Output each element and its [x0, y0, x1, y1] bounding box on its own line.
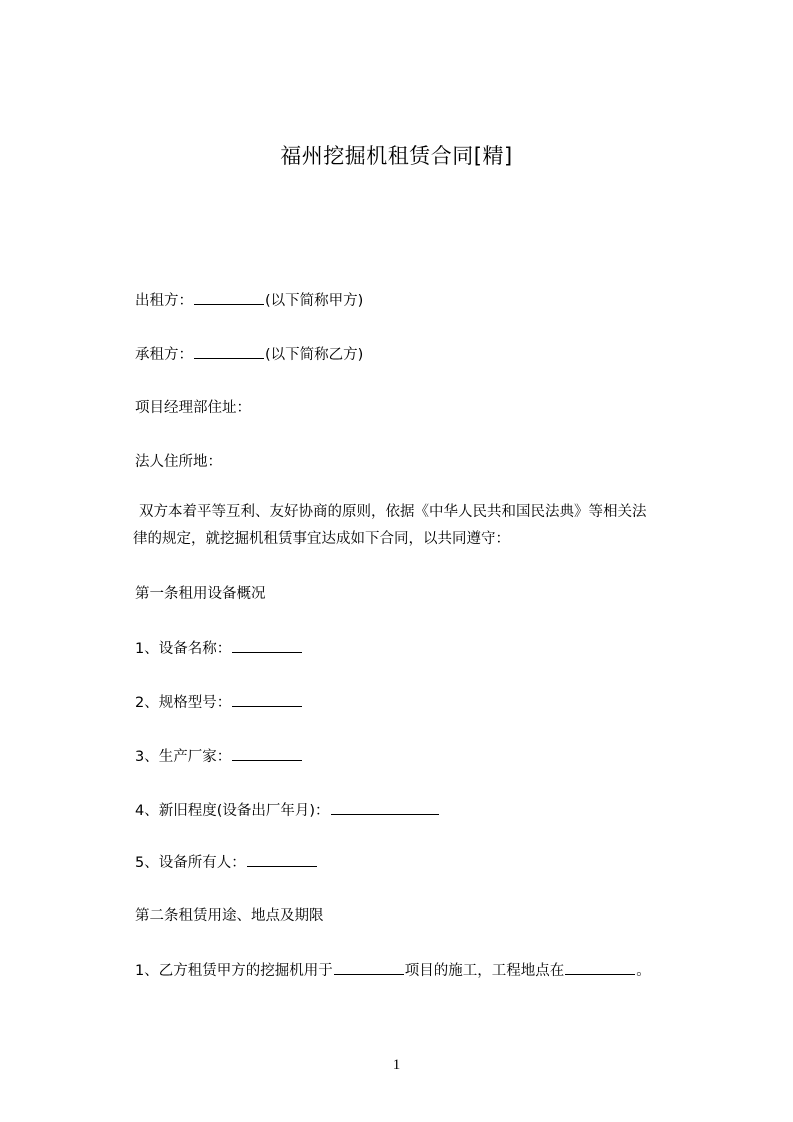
lessor-blank: [194, 290, 264, 305]
article-1-heading: 第一条租用设备概况: [135, 586, 266, 602]
lessor-suffix: (以下简称甲方): [265, 293, 364, 309]
model-line: [135, 692, 303, 713]
project-name-blank: [334, 960, 404, 975]
owner-blank: [247, 852, 317, 867]
lessee-label: 承租方：: [135, 347, 193, 363]
lessee-blank: [194, 344, 264, 359]
equipment-name-label: 1、设备名称：: [135, 641, 232, 657]
owner-label: 5、设备所有人：: [135, 855, 246, 871]
project-address-line: 项目经理部住址：: [135, 400, 251, 416]
usage-clause-middle: 项目的施工，工程地点在: [404, 963, 565, 979]
manufacturer-label: 3、生产厂家：: [135, 749, 232, 765]
intro-line-2: 律的规定，就挖掘机租赁事宜达成如下合同，以共同遵守：: [133, 531, 510, 547]
manufacturer-line: [135, 746, 303, 767]
condition-label: 4、新旧程度(设备出厂年月)：: [135, 803, 330, 819]
page-number: 1: [392, 1057, 401, 1073]
model-blank: [232, 692, 302, 707]
site-location-blank: [565, 960, 635, 975]
usage-clause-prefix: 1、乙方租赁甲方的挖掘机用于: [135, 963, 333, 979]
intro-paragraph: [135, 499, 655, 553]
condition-line: [135, 800, 440, 821]
usage-clause-line: [135, 960, 651, 981]
intro-line-1: 双方本着平等互利、友好协商的原则，依据《中华人民共和国民法典》等相关法: [139, 504, 647, 520]
manufacturer-blank: [232, 746, 302, 761]
lessor-line: [135, 290, 363, 311]
article-2-heading: 第二条租赁用途、地点及期限: [135, 908, 324, 924]
usage-clause-end: 。: [636, 963, 651, 979]
lessee-line: [135, 344, 363, 365]
lessor-label: 出租方：: [135, 293, 193, 309]
lessee-suffix: (以下简称乙方): [265, 347, 364, 363]
condition-blank: [331, 800, 439, 815]
model-label: 2、规格型号：: [135, 695, 232, 711]
equipment-name-blank: [232, 638, 302, 653]
document-title: 福州挖掘机租赁合同[精]: [280, 144, 513, 168]
owner-line: [135, 852, 318, 873]
legal-address-line: 法人住所地：: [135, 454, 222, 470]
equipment-name-line: [135, 638, 303, 659]
